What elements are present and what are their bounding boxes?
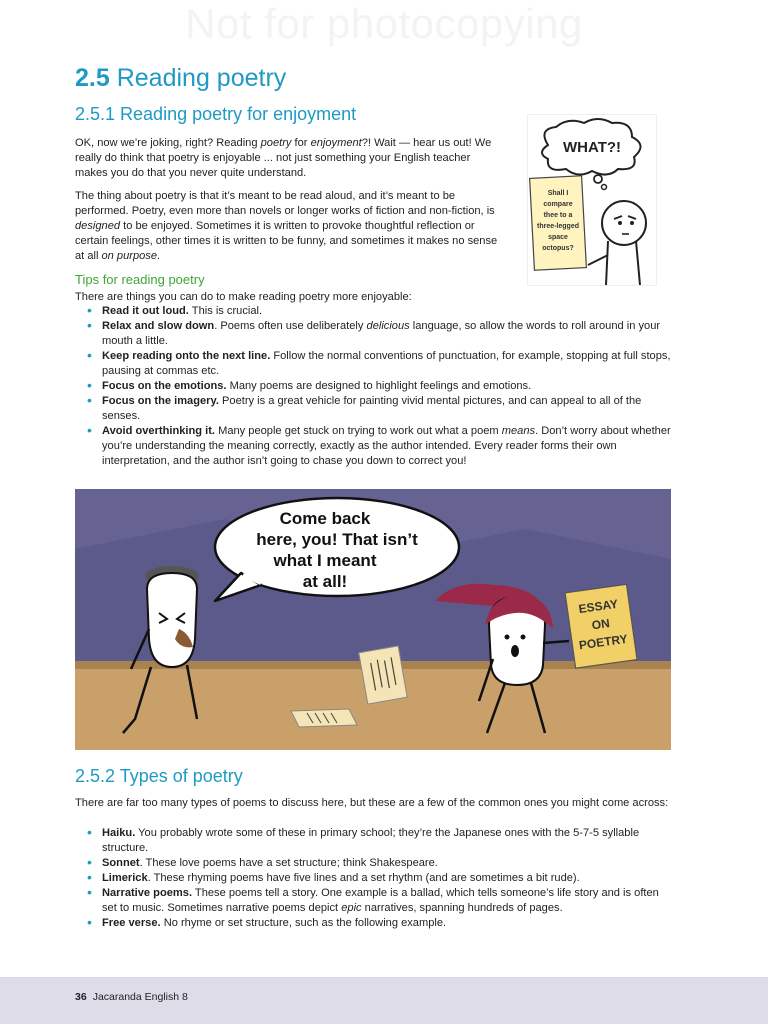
item-text: No rhyme or set structure, such as the following example. bbox=[160, 917, 447, 929]
item-bold: Limerick bbox=[102, 872, 148, 884]
body-paragraph bbox=[75, 189, 509, 264]
tips-heading: Tips for reading poetry bbox=[75, 272, 205, 287]
card-line: three-legged bbox=[536, 223, 580, 230]
page-footer bbox=[0, 977, 768, 1024]
comic-chase-illustration bbox=[75, 489, 671, 750]
list-item bbox=[75, 871, 671, 886]
figure-arm bbox=[588, 255, 608, 265]
list-item bbox=[75, 856, 671, 871]
section-heading bbox=[75, 64, 286, 93]
item-italic: epic bbox=[341, 902, 362, 914]
flying-paper bbox=[359, 646, 407, 704]
section-title: Reading poetry bbox=[116, 64, 287, 92]
item-bold: Avoid overthinking it. bbox=[102, 425, 215, 437]
thought-dot bbox=[602, 185, 607, 190]
text-run: OK, now we’re joking, right? Reading bbox=[75, 137, 261, 149]
subsection-heading-enjoyment: 2.5.1 Reading poetry for enjoyment bbox=[75, 104, 357, 124]
types-list bbox=[75, 826, 671, 931]
list-item bbox=[75, 424, 671, 469]
list-item bbox=[75, 886, 671, 916]
item-text: These poems tell a story. One example is a ballad, which tells someone’s life story and is often set to music. Sometimes narrative poems depict bbox=[102, 887, 659, 914]
text-run: ?! Wait — hear us out! We really do think that poetry is enjoyable ... not just something your English teacher makes you do that you never quite understand. bbox=[75, 137, 492, 179]
item-italic: delicious bbox=[366, 320, 410, 332]
section-number: 2.5 bbox=[75, 64, 110, 92]
list-item bbox=[75, 379, 671, 394]
author-body bbox=[147, 573, 197, 667]
thought-dot bbox=[594, 175, 602, 183]
item-text: . These love poems have a set structure; think Shakespeare. bbox=[139, 857, 438, 869]
book-title: Jacaranda English 8 bbox=[92, 991, 188, 1003]
tips-intro: There are things you can do to make reading poetry more enjoyable: bbox=[75, 291, 412, 303]
types-intro: There are far too many types of poems to discuss here, but these are a few of the common ones you might come across: bbox=[75, 797, 669, 809]
card-line: octopus? bbox=[542, 245, 574, 252]
item-text: . These rhyming poems have five lines and a set rhythm (and are sometimes a bit rude). bbox=[147, 872, 580, 884]
essay-paper bbox=[565, 584, 637, 668]
item-bold: Focus on the emotions. bbox=[102, 380, 227, 392]
text-run: The thing about poetry is that it’s meant to be read aloud, and it’s meant to be performed. Poetry, even more than novels or longer works of fiction and non-fiction, is bbox=[75, 190, 495, 217]
speech-line: here, you! That isn’t bbox=[256, 530, 418, 549]
eye bbox=[521, 635, 526, 640]
comic-thinking-illustration bbox=[528, 115, 656, 285]
item-bold: Focus on the imagery. bbox=[102, 395, 219, 407]
item-bold: Sonnet bbox=[102, 857, 140, 869]
card-line: thee to a bbox=[543, 212, 573, 219]
item-italic: means bbox=[501, 425, 536, 437]
watermark: Not for photocopying bbox=[185, 0, 583, 47]
figure-head bbox=[602, 201, 646, 245]
speech-line: at all! bbox=[302, 572, 348, 591]
text-run: for bbox=[291, 137, 311, 149]
item-bold: Free verse. bbox=[102, 917, 161, 929]
intro-paragraph bbox=[75, 136, 505, 181]
item-text: . Poems often use deliberately bbox=[214, 320, 367, 332]
card-line: space bbox=[548, 234, 568, 241]
eye bbox=[630, 221, 634, 225]
italic-text: designed bbox=[75, 220, 121, 232]
item-text: Follow the normal conventions of punctuation, for example, stopping at full stops, pausing at commas etc. bbox=[102, 350, 671, 377]
footer-text bbox=[75, 991, 188, 1003]
figure-body bbox=[606, 241, 640, 285]
item-text: narratives, spanning hundreds of pages. bbox=[361, 902, 563, 914]
paper-sheet bbox=[359, 646, 407, 704]
text-run: . bbox=[157, 250, 161, 262]
eye bbox=[618, 221, 622, 225]
italic-text: enjoyment bbox=[310, 137, 362, 149]
speech-line: Come back bbox=[279, 509, 371, 528]
mouth bbox=[511, 645, 519, 657]
item-bold: Keep reading onto the next line. bbox=[102, 350, 271, 362]
paper-sheet bbox=[291, 709, 357, 727]
list-item bbox=[75, 349, 671, 379]
item-bold: Narrative poems. bbox=[102, 887, 193, 899]
list-item bbox=[75, 826, 671, 856]
essay-line: POETRY bbox=[578, 631, 629, 653]
item-text: language, so allow the words to roll around in your mouth a little. bbox=[102, 320, 661, 347]
speech-line: what I meant bbox=[273, 551, 377, 570]
item-bold: Relax and slow down bbox=[102, 320, 215, 332]
card-line: Shall I bbox=[547, 190, 569, 197]
item-text: You probably wrote some of these in primary school; they’re the Japanese ones with the 5-7-5 syllable structure. bbox=[102, 827, 640, 854]
essay-line: ON bbox=[590, 616, 611, 633]
item-text: Many people get stuck on trying to work out what a poem bbox=[215, 425, 502, 437]
italic-text: on purpose bbox=[101, 250, 158, 262]
text-run: to be enjoyed. Sometimes it is written to provoke thoughtful reflection or certain feelings, other times it is written to be funny, and sometimes it makes no sense at all bbox=[75, 220, 498, 262]
list-item bbox=[75, 394, 671, 424]
item-text: Many poems are designed to highlight feelings and emotions. bbox=[226, 380, 532, 392]
list-item bbox=[75, 319, 671, 349]
page-number: 36 bbox=[75, 991, 87, 1003]
list-item bbox=[75, 304, 671, 319]
tips-list bbox=[75, 304, 671, 469]
thought-text: WHAT?! bbox=[562, 139, 622, 156]
comic-thinking-figure bbox=[527, 114, 657, 286]
item-text: This is crucial. bbox=[188, 305, 263, 317]
italic-text: poetry bbox=[260, 137, 292, 149]
floor-paper bbox=[291, 709, 357, 727]
item-bold: Haiku. bbox=[102, 827, 136, 839]
item-text: . Don’t worry about whether you’re understanding the meaning correctly, exactly as the author intended. Every reader forms their own interpretation, and the author isn’t going to chase you down to correct you! bbox=[102, 425, 671, 467]
essay-line: ESSAY bbox=[577, 596, 619, 617]
subsection-heading-types: 2.5.2 Types of poetry bbox=[75, 766, 243, 786]
item-bold: Read it out loud. bbox=[102, 305, 189, 317]
item-text: Poetry is a great vehicle for painting vivid mental pictures, and can appeal to all of the senses. bbox=[102, 395, 642, 422]
list-item bbox=[75, 916, 671, 931]
comic-chase-scene bbox=[75, 489, 671, 750]
eye bbox=[505, 635, 510, 640]
card-line: compare bbox=[543, 201, 573, 208]
